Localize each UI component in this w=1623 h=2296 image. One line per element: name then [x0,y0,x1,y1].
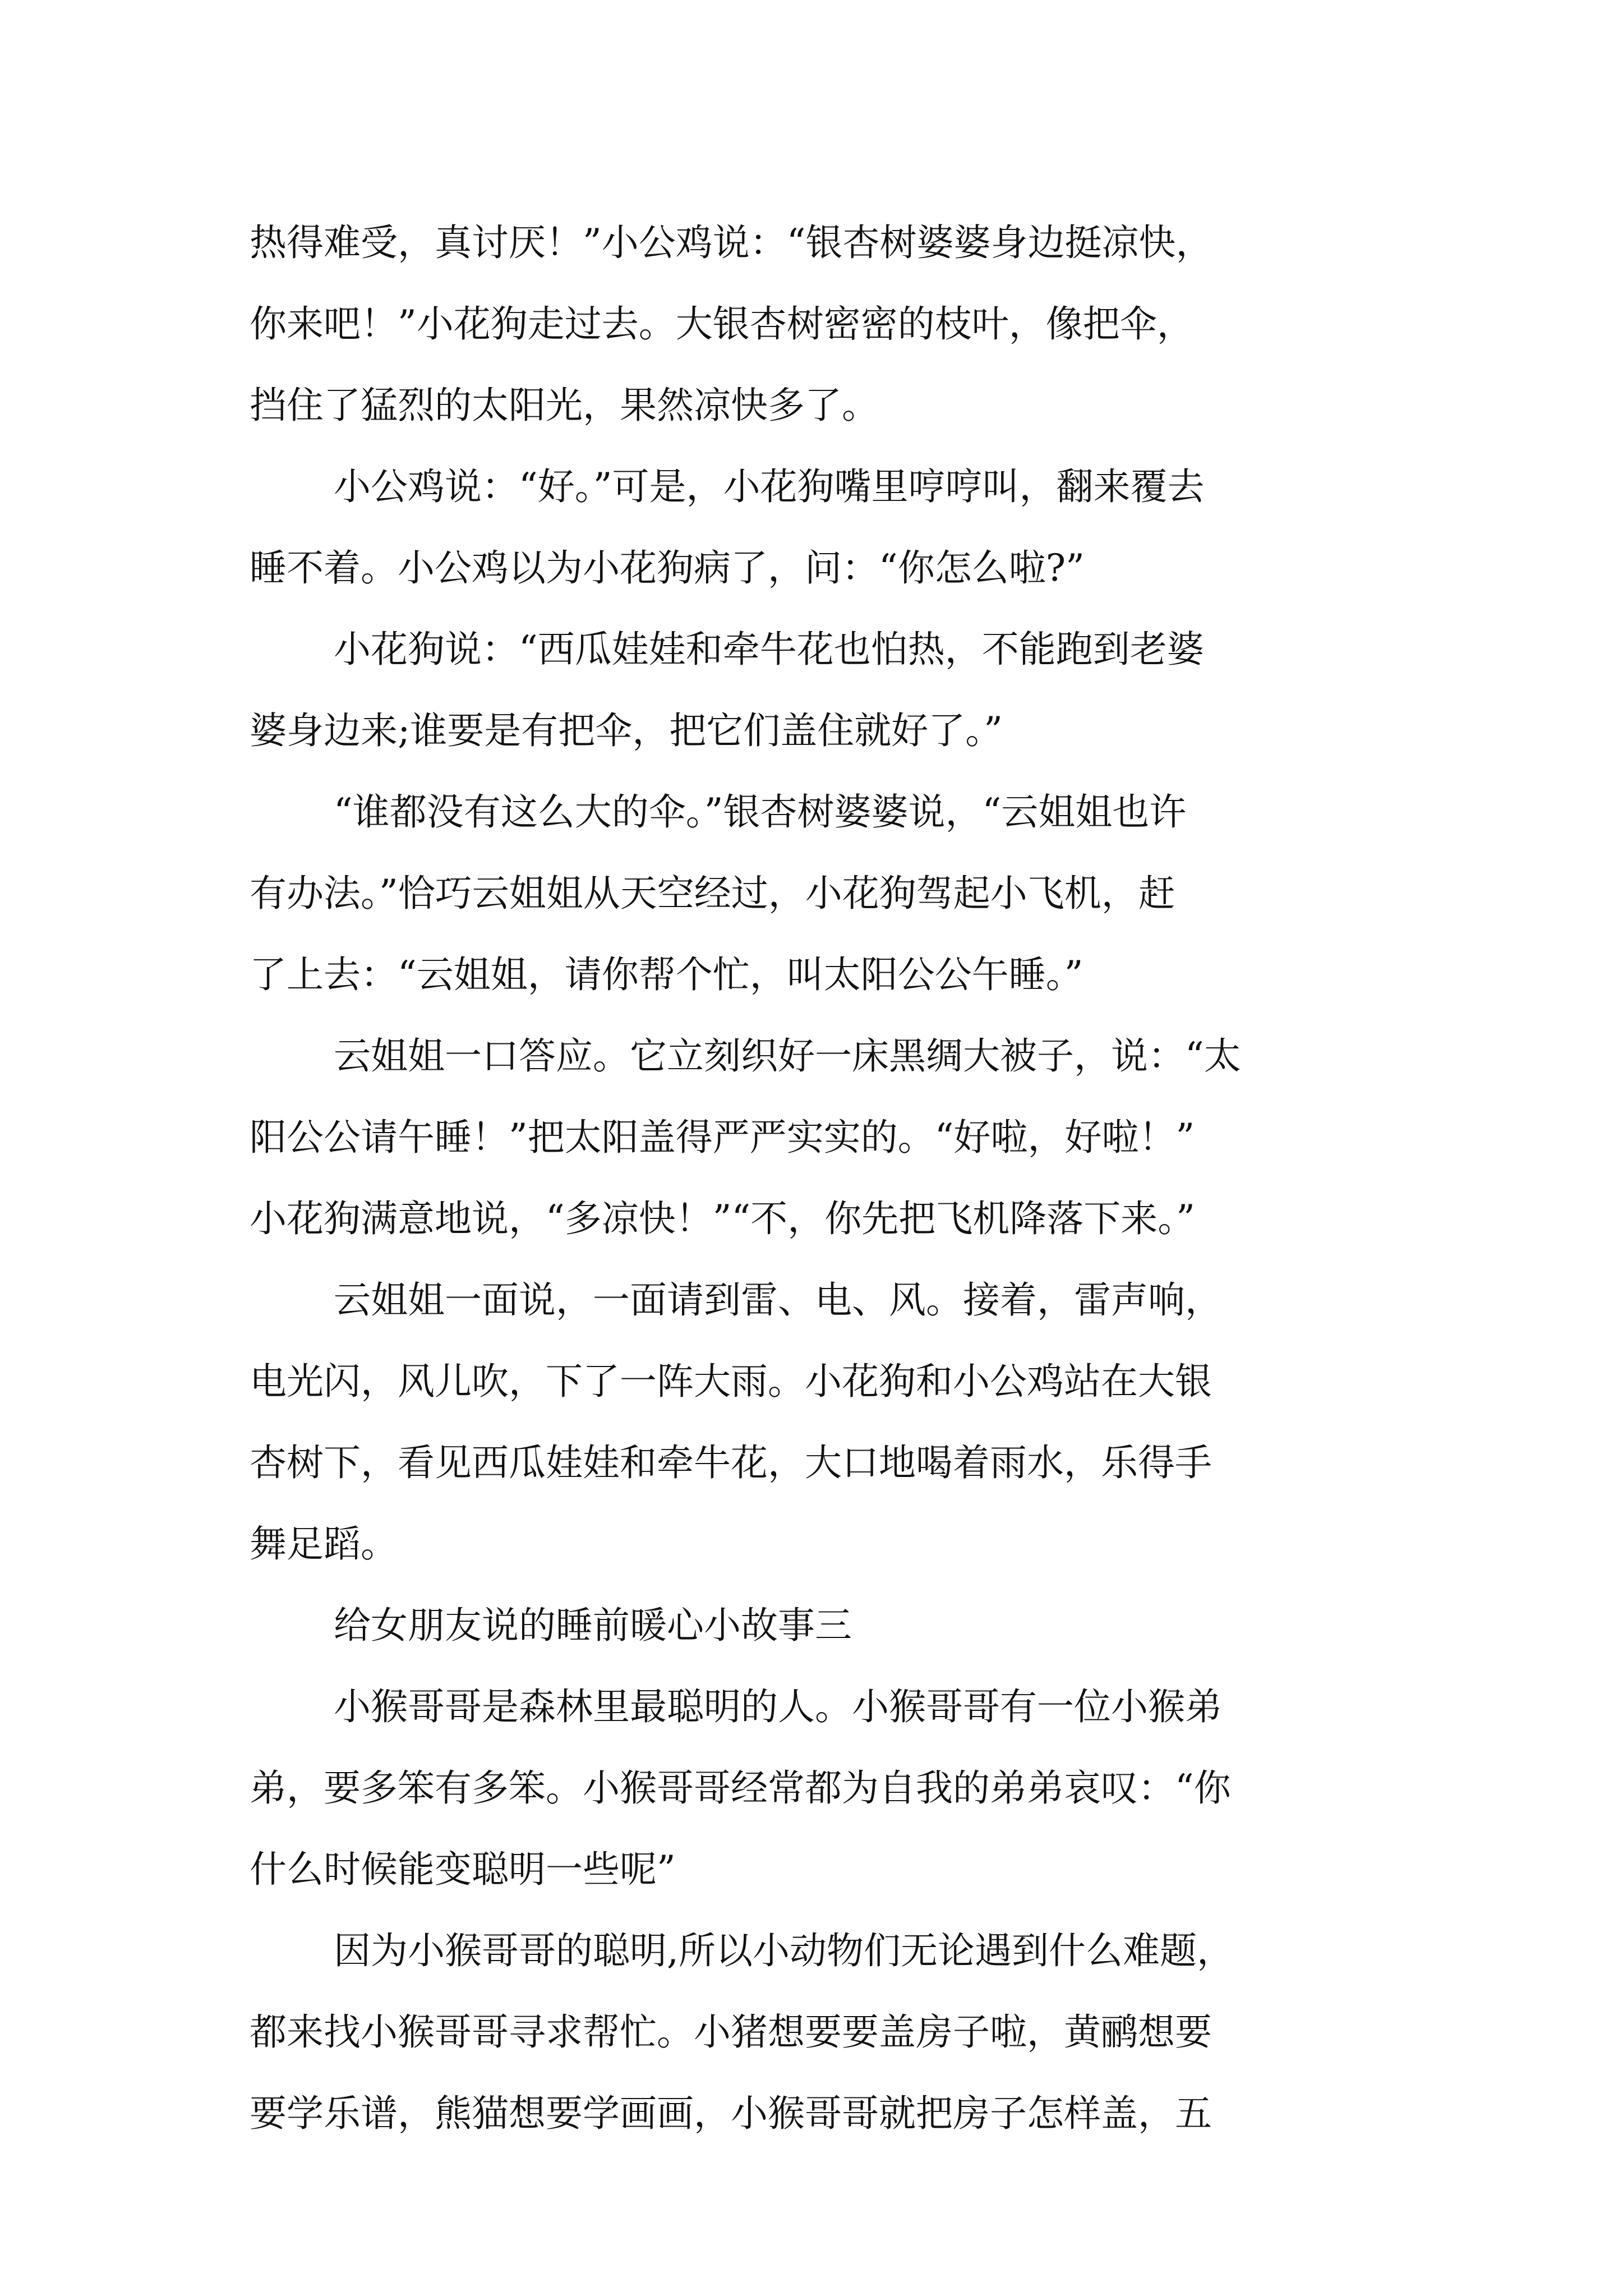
paragraph [250,202,1388,446]
text-line: 小花狗满意地说，“多凉快！”“不，你先把飞机降落下来。” [250,1197,1195,1240]
text-line: 了上去：“云姐姐，请你帮个忙，叫太阳公公午睡。” [250,953,1083,996]
text-line: 云姐姐一面说，一面请到雷、电、风。接着，雷声响， [334,1278,1222,1322]
text-line: 什么时候能变聪明一些呢” [250,1848,676,1891]
text-line: 小公鸡说：“好。”可是，小花狗嘴里哼哼叫，翻来覆去 [334,465,1205,508]
text-line: 热得难受，真讨厌！”小公鸡说：“银杏树婆婆身边挺凉快， [250,221,1213,264]
text-line: “谁都没有这么大的伞。”银杏树婆婆说，“云姐姐也许 [334,790,1187,834]
paragraph [250,1259,1388,1585]
text-line: 弟，要多笨有多笨。小猴哥哥经常都为自我的弟弟哀叹：“你 [250,1766,1231,1810]
text-line: 电光闪，风儿吹，下了一阵大雨。小花狗和小公鸡站在大银 [250,1360,1212,1403]
text-line: 有办法。”恰巧云姐姐从天空经过，小花狗驾起小飞机，赶 [250,872,1175,915]
text-line: 都来找小猴哥哥寻求帮忙。小猪想要要盖房子啦，黄鹂想要 [250,2010,1212,2054]
paragraph [250,446,1388,609]
paragraph [250,771,1388,1015]
paragraph [250,609,1388,771]
section-heading [250,1585,1388,1666]
text-line: 杏树下，看见西瓜娃娃和牵牛花，大口地喝着雨水，乐得手 [250,1441,1212,1484]
text-line: 阳公公请午睡！”把太阳盖得严严实实的。“好啦，好啦！” [250,1116,1195,1159]
text-line: 挡住了猛烈的太阳光，果然凉快多了。 [250,384,879,427]
document-body [250,202,1388,2154]
text-line: 舞足蹈。 [250,1522,398,1566]
text-line: 婆身边来;谁要是有把伞，把它们盖住就好了。” [250,709,1003,752]
text-line: 小猴哥哥是森林里最聪明的人。小猴哥哥有一位小猴弟 [334,1685,1222,1728]
paragraph [250,1015,1388,1259]
text-line: 云姐姐一口答应。它立刻织好一床黑绸大被子，说：“太 [334,1034,1241,1078]
text-line: 睡不着。小公鸡以为小花狗病了，问：“你怎么啦?” [250,546,1085,590]
text-line: 因为小猴哥哥的聪明,所以小动物们无论遇到什么难题， [334,1929,1234,1972]
text-line: 小花狗说：“西瓜娃娃和牵牛花也怕热，不能跑到老婆 [334,628,1204,671]
paragraph [250,1666,1388,1910]
text-line: 你来吧！”小花狗走过去。大银杏树密密的枝叶，像把伞， [250,302,1194,346]
heading-line: 给女朋友说的睡前暖心小故事三 [334,1604,852,1647]
paragraph [250,1910,1388,2154]
text-line: 要学乐谱，熊猫想要学画画，小猴哥哥就把房子怎样盖，五 [250,2092,1212,2135]
